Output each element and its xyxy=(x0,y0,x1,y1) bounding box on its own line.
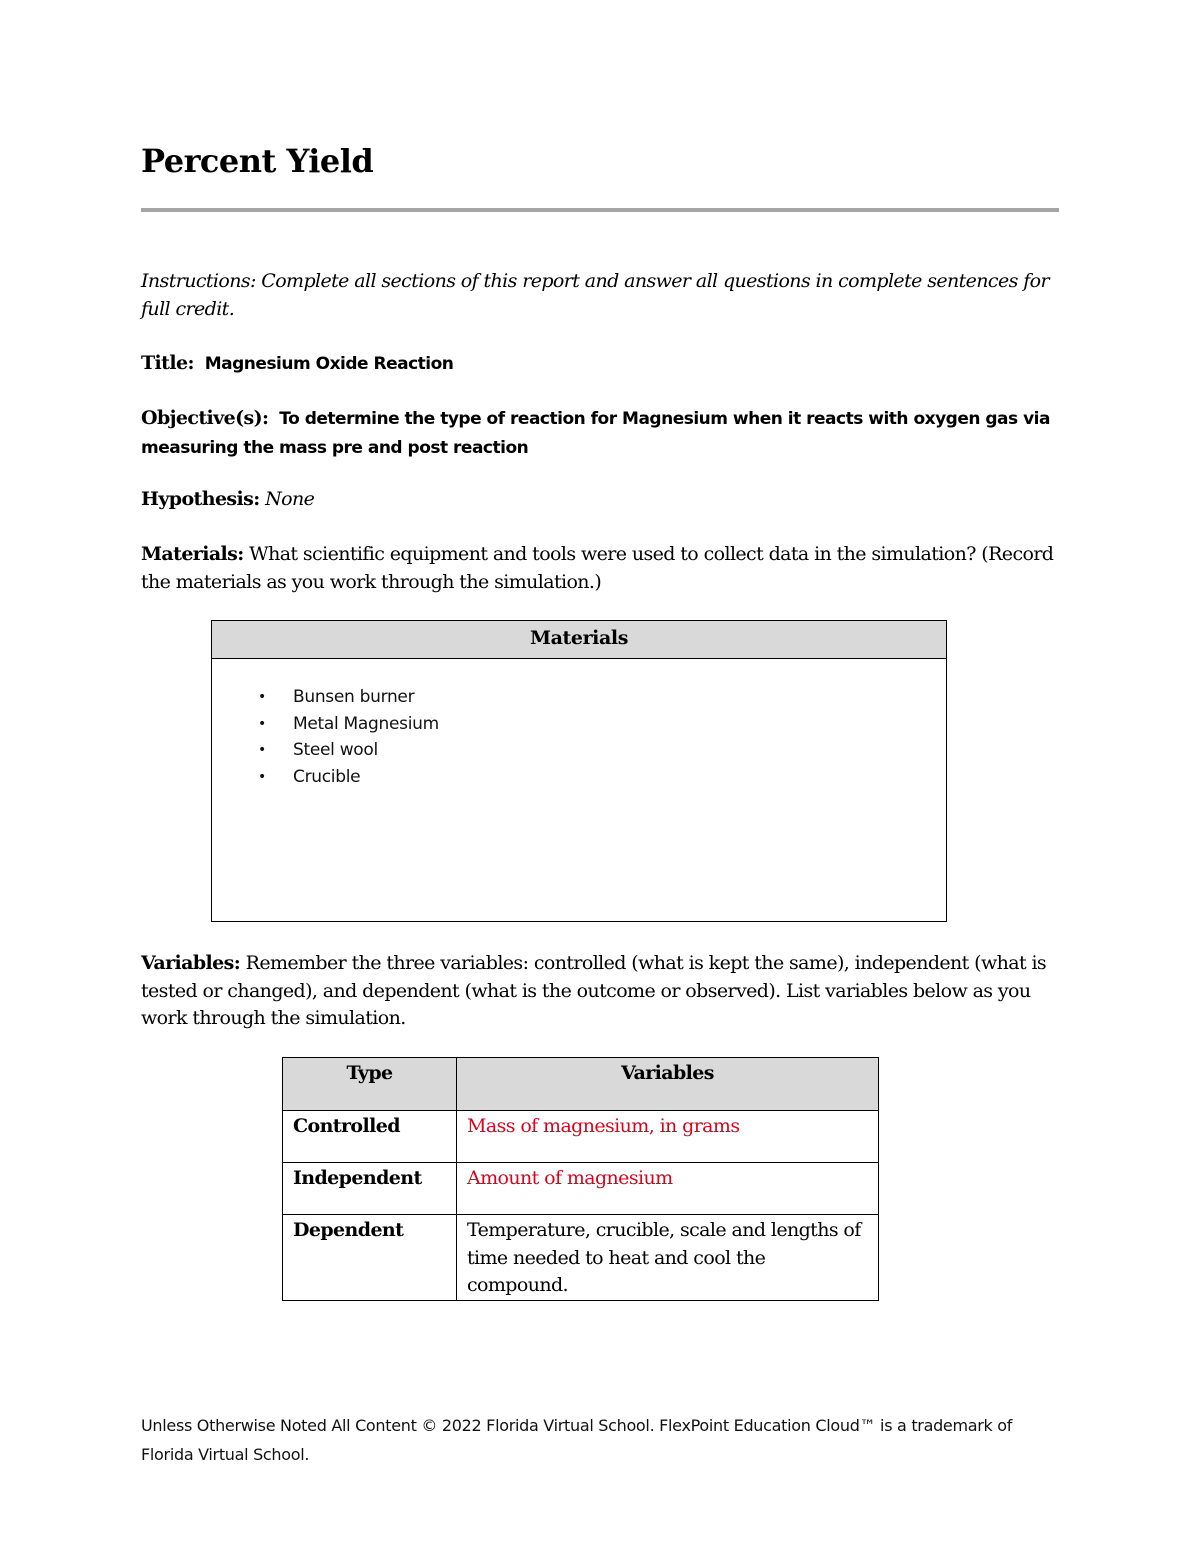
objective-value: To determine the type of reaction for Magnesium when it reacts with oxygen gas via measuring the mass pre and post reaction xyxy=(141,409,1050,458)
variables-column-header: Variables xyxy=(457,1058,879,1111)
material-name: Crucible xyxy=(293,766,361,787)
table-row xyxy=(283,1215,879,1301)
materials-label: Materials: xyxy=(141,543,244,565)
materials-table xyxy=(211,620,947,922)
title-label: Title: xyxy=(141,352,194,374)
variables-section xyxy=(141,950,1061,1033)
variable-type: Dependent xyxy=(283,1215,457,1301)
bullet-icon: • xyxy=(258,768,266,785)
copyright-footer: Unless Otherwise Noted All Content © 2022 Florida Virtual School. FlexPoint Education Cloud™ is a trademark of Florida Virtual School. xyxy=(141,1416,1013,1464)
title-divider xyxy=(141,208,1059,212)
variables-table xyxy=(282,1057,879,1301)
materials-table-header: Materials xyxy=(212,621,946,659)
hypothesis-label: Hypothesis: xyxy=(141,488,260,510)
instructions-text: Instructions: Complete all sections of this report and answer all questions in complete sentences for full credit. xyxy=(141,270,1049,320)
page-title: Percent Yield xyxy=(141,142,374,180)
material-name: Bunsen burner xyxy=(293,687,415,707)
hypothesis-value: None xyxy=(265,488,315,510)
material-name: Steel wool xyxy=(293,740,378,760)
list-item xyxy=(212,737,439,764)
variable-value: Temperature, crucible, scale and lengths of time needed to heat and cool the compound. xyxy=(457,1215,879,1301)
variable-type: Controlled xyxy=(283,1111,457,1163)
bullet-icon: • xyxy=(258,742,266,758)
title-value: Magnesium Oxide Reaction xyxy=(204,354,454,374)
table-header-row xyxy=(283,1058,879,1111)
list-item xyxy=(212,764,439,791)
bullet-icon: • xyxy=(258,689,266,705)
materials-list xyxy=(212,684,439,790)
bullet-icon: • xyxy=(258,715,266,732)
variable-value: Mass of magnesium, in grams xyxy=(457,1111,879,1163)
variables-description: Remember the three variables: controlled (what is kept the same), independent (what is tested or changed), and dependent (what is the outcome or observed). List variables below as you work through the simulation. xyxy=(141,952,1047,1029)
materials-description: What scientific equipment and tools were used to collect data in the simulation? (Record the materials as you work through the simulation.) xyxy=(141,543,1054,593)
material-name: Metal Magnesium xyxy=(293,713,439,734)
table-row xyxy=(283,1163,879,1215)
materials-section xyxy=(141,541,1061,596)
variable-type: Independent xyxy=(283,1163,457,1215)
objective-label: Objective(s): xyxy=(141,407,269,429)
list-item xyxy=(212,684,439,711)
variables-label: Variables: xyxy=(141,952,241,974)
table-row xyxy=(283,1111,879,1163)
objective-section xyxy=(141,405,1061,462)
list-item xyxy=(212,711,439,738)
variable-value: Amount of magnesium xyxy=(457,1163,879,1215)
hypothesis-section xyxy=(141,486,1061,514)
type-column-header: Type xyxy=(283,1058,457,1111)
title-section xyxy=(141,350,1061,379)
